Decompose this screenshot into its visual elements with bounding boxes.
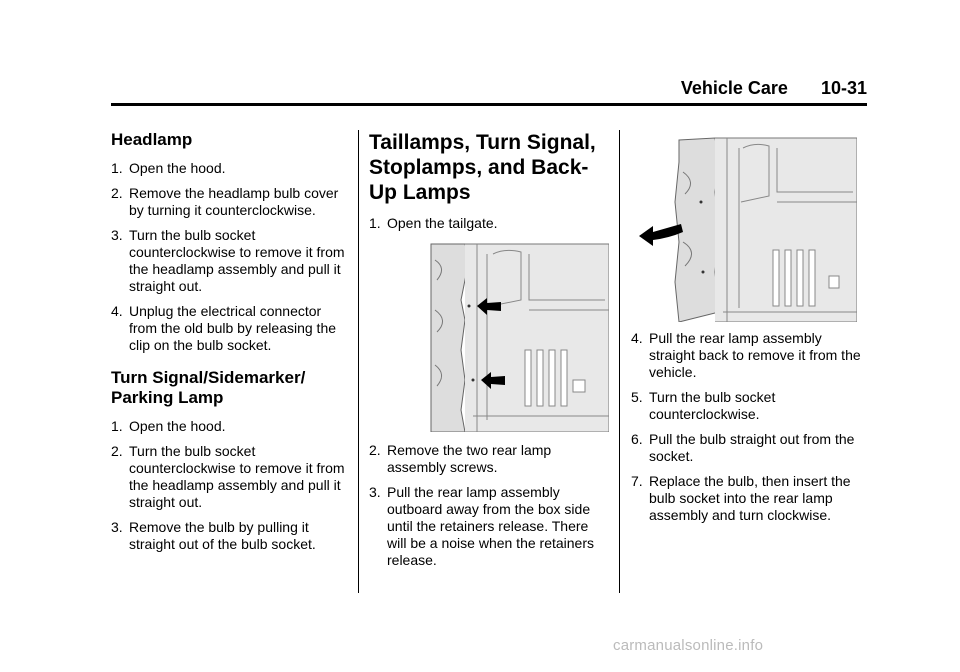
taillamps-heading: Taillamps, Turn Signal, Stoplamps, and Back-Up Lamps [369,131,596,204]
removal-steps [631,330,867,524]
column-divider-1 [358,130,359,593]
taillamp-steps [369,442,609,569]
rear-lamp-removal-illustration [631,132,857,322]
list-item: 3. Turn the bulb socket counterclockwise to remove it from the headlamp assembly and pull it straight out. [111,227,345,294]
list-item: 3. Remove the bulb by pulling it straight out of the bulb socket. [111,519,316,552]
list-item: 5. Turn the bulb socket counterclockwise. [631,389,776,422]
taillamp-step-1 [369,215,609,232]
list-item: 2. Remove the headlamp bulb cover by turning it counterclockwise. [111,185,339,218]
page-number: 10-31 [820,78,867,98]
list-item: 3. Pull the rear lamp assembly outboard away from the box side until the retainers release. There will be a noise when the retainers release. [369,484,595,568]
list-item: 2. Turn the bulb socket counterclockwise to remove it from the headlamp assembly and pull it straight out. [111,443,345,510]
headlamp-heading: Headlamp [111,130,193,149]
column-divider-2 [619,130,620,593]
section-title: Vehicle Care [680,78,788,98]
list-item: 2. Remove the two rear lamp assembly screws. [369,442,552,475]
headlamp-steps [111,160,347,354]
list-item: 1. Open the hood. [111,160,226,176]
list-item: 4. Unplug the electrical connector from the old bulb by releasing the clip on the bulb socket. [111,303,337,353]
column-1 [111,130,347,561]
turn-signal-steps [111,418,347,553]
list-item: 1. Open the tailgate. [369,215,498,231]
column-3 [631,130,867,532]
header-rule [111,103,867,106]
page-header [0,78,867,99]
list-item: 4. Pull the rear lamp assembly straight back to remove it from the vehicle. [631,330,861,380]
list-item: 1. Open the hood. [111,418,226,434]
list-item: 7. Replace the bulb, then insert the bulb socket into the rear lamp assembly and turn clockwise. [631,473,851,523]
turn-signal-heading: Turn Signal/Sidemarker/ Parking Lamp [111,368,306,407]
list-item: 6. Pull the bulb straight out from the socket. [631,431,855,464]
watermark: carmanualsonline.info [613,637,764,654]
rear-lamp-screws-illustration [425,240,609,432]
column-2 [369,130,609,577]
